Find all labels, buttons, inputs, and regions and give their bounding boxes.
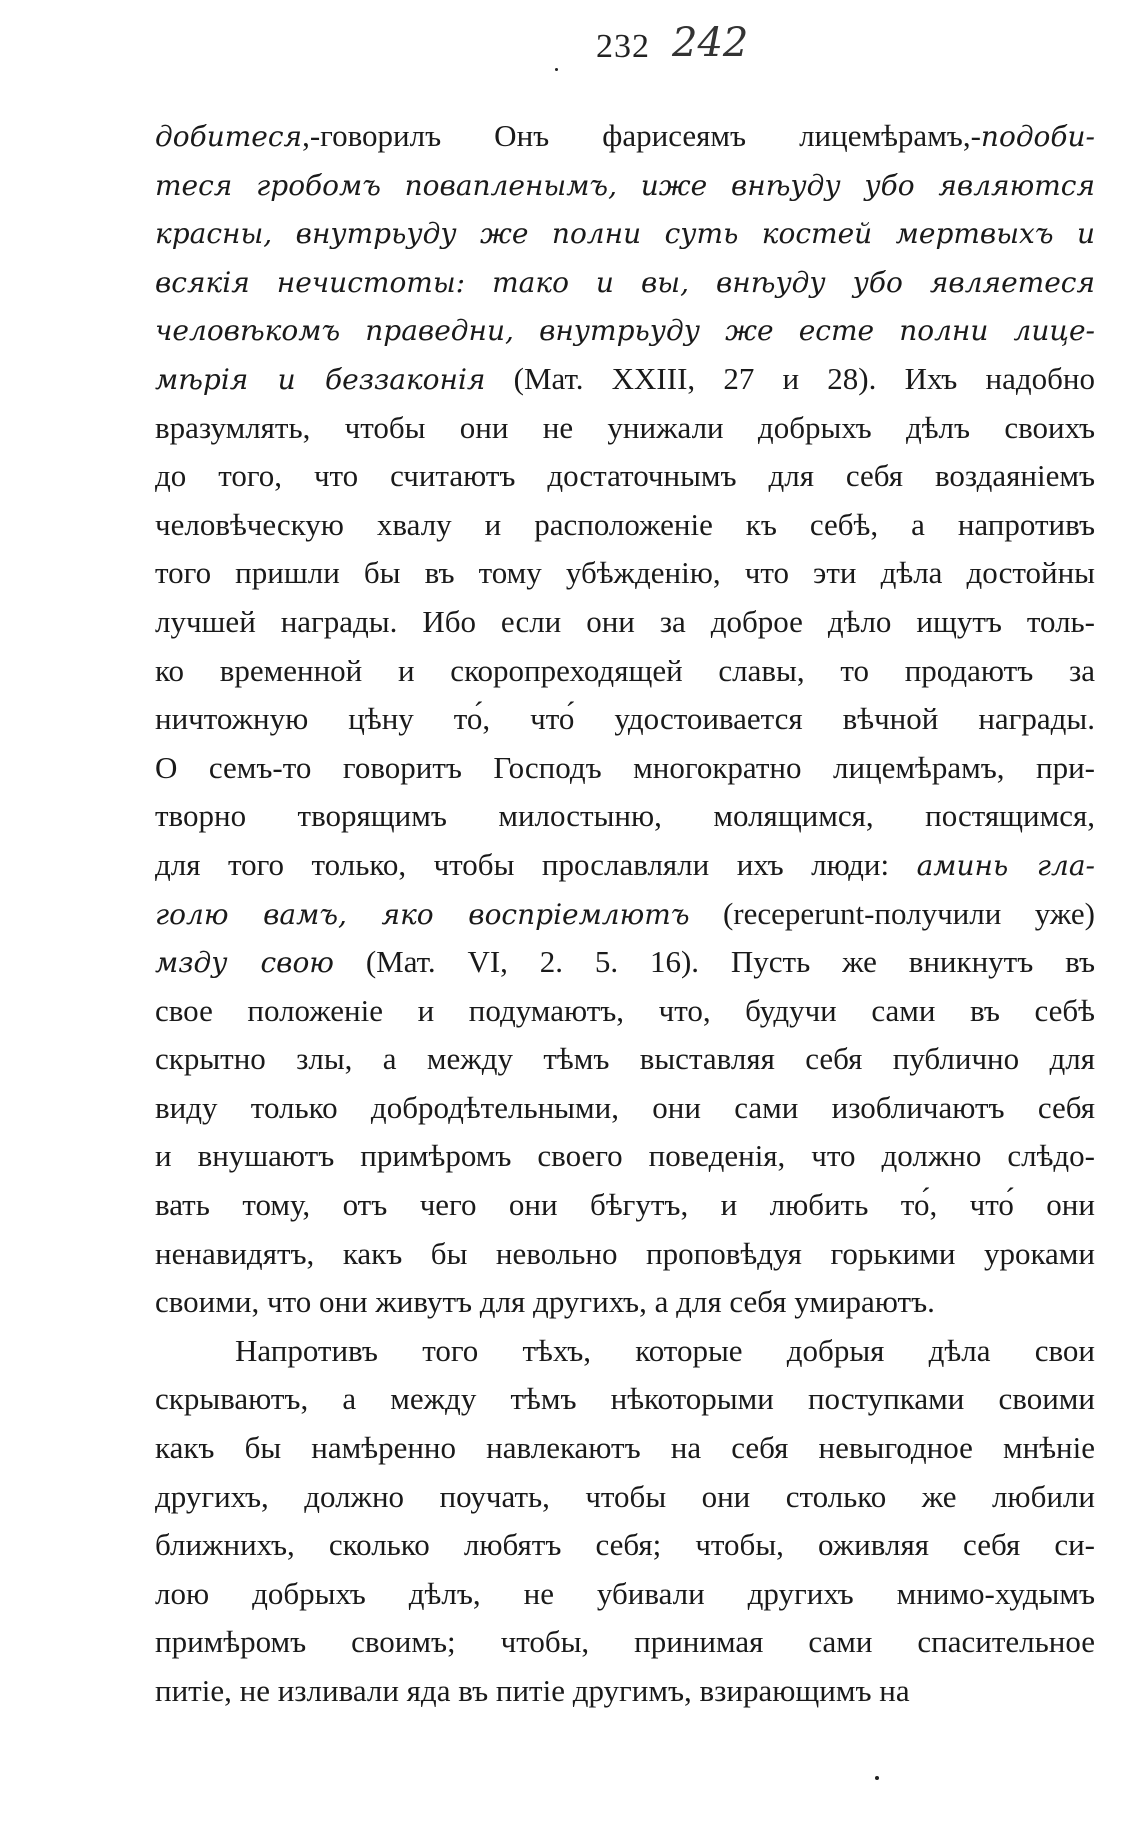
text-line xyxy=(155,598,1095,647)
text-line xyxy=(155,1473,1095,1522)
text-segment: ненавидятъ, какъ бы невольно проповѣдуя горькими уроками xyxy=(155,1235,1095,1271)
text-line xyxy=(155,404,1095,453)
text-line xyxy=(155,112,1095,161)
italic-quote-segment: аминь гла- xyxy=(916,848,1095,882)
page-number: 232 xyxy=(596,28,650,65)
text-line xyxy=(155,1230,1095,1279)
italic-quote-segment: человѣкомъ праведни, внутрьуду же есте полни лице- xyxy=(155,314,1095,348)
text-segment: примѣромъ своимъ; чтобы, принимая сами спасительное xyxy=(155,1624,1095,1660)
text-line xyxy=(155,306,1095,355)
text-line xyxy=(155,987,1095,1036)
text-segment: своими, что они живутъ для другихъ, а для себя умираютъ. xyxy=(155,1284,935,1320)
text-line xyxy=(155,695,1095,744)
text-line xyxy=(155,1084,1095,1133)
text-segment: другихъ, должно поучать, чтобы они столько же любили xyxy=(155,1478,1095,1514)
text-segment: О семъ-то говоритъ Господъ многократно лицемѣрамъ, при- xyxy=(155,749,1095,785)
text-segment: скрываютъ, а между тѣмъ нѣкоторыми поступками своими xyxy=(155,1381,1095,1417)
text-line xyxy=(155,841,1095,890)
text-segment: вать тому, отъ чего они бѣгутъ, и любить то́, что́ они xyxy=(155,1187,1095,1223)
text-segment: ничтожную цѣну то́, что́ удостоивается вѣчной награды. xyxy=(155,701,1095,737)
text-segment: виду только добродѣтельными, они сами изобличаютъ себя xyxy=(155,1089,1095,1125)
text-line xyxy=(155,501,1095,550)
italic-quote-segment: добитеся xyxy=(155,120,303,153)
text-segment: (receperunt-получили уже) xyxy=(689,895,1095,931)
text-segment: (Мат. XXIII, 27 и 28). Ихъ надобно xyxy=(485,360,1095,396)
text-segment: до того, что считаютъ достаточнымъ для себя воздаяніемъ xyxy=(155,458,1095,494)
italic-quote-segment: мзду свою xyxy=(155,946,334,980)
text-segment: того пришли бы въ тому убѣжденію, что эти дѣла достойны xyxy=(155,555,1095,591)
text-segment: лою добрыхъ дѣлъ, не убивали другихъ мнимо-худымъ xyxy=(155,1575,1095,1611)
text-line xyxy=(155,1132,1095,1181)
text-line xyxy=(155,452,1095,501)
text-segment: для того только, чтобы прославляли ихъ люди: xyxy=(155,846,917,882)
text-line xyxy=(155,549,1095,598)
text-segment: лучшей награды. Ибо если они за доброе дѣло ищутъ толь- xyxy=(155,603,1095,639)
text-line xyxy=(155,938,1095,987)
text-segment: ближнихъ, сколько любятъ себя; чтобы, оживляя себя си- xyxy=(155,1527,1095,1563)
text-line xyxy=(155,1035,1095,1084)
italic-quote-segment: подоби- xyxy=(980,120,1095,153)
text-segment: и внушаютъ примѣромъ своего поведенія, что должно слѣдо- xyxy=(155,1138,1095,1174)
text-line xyxy=(155,1618,1095,1667)
italic-quote-segment: всякія нечистоты: тако и вы, внѣуду убо являетеся xyxy=(155,265,1095,299)
text-segment: скрытно злы, а между тѣмъ выставляя себя публично для xyxy=(155,1041,1095,1077)
text-segment: Напротивъ того тѣхъ, которые добрыя дѣла свои xyxy=(235,1332,1095,1368)
italic-quote-segment: красны, внутрьуду же полни суть костей мертвыхъ и xyxy=(155,217,1095,251)
text-segment: свое положеніе и подумаютъ, что, будучи сами въ себѣ xyxy=(155,992,1095,1028)
text-segment: творно творящимъ милостыню, молящимся, постящимся, xyxy=(155,798,1095,834)
text-line xyxy=(155,209,1095,258)
text-line xyxy=(155,1521,1095,1570)
text-segment: питіе, не изливали яда въ питіе другимъ, взирающимъ на xyxy=(155,1673,910,1708)
body-text xyxy=(155,112,1095,1716)
text-line xyxy=(155,1424,1095,1473)
handwritten-page-number: 242 xyxy=(672,20,749,66)
ink-speck xyxy=(875,1776,879,1780)
text-segment: ,-говорилъ Онъ фарисеямъ лицемѣрамъ,- xyxy=(302,118,981,153)
text-segment: ко временной и скоропреходящей славы, то продаютъ за xyxy=(155,652,1095,688)
text-line xyxy=(155,1570,1095,1619)
text-segment: человѣческую хвалу и расположеніе къ себѣ, а напротивъ xyxy=(155,506,1095,542)
text-line xyxy=(155,355,1095,404)
text-segment: вразумлять, чтобы они не унижали добрыхъ дѣлъ своихъ xyxy=(155,409,1095,445)
text-line xyxy=(155,1375,1095,1424)
text-line xyxy=(155,647,1095,696)
italic-quote-segment: мѣрія и беззаконія xyxy=(155,362,486,396)
text-line xyxy=(155,1327,1095,1376)
text-line xyxy=(155,1181,1095,1230)
text-line xyxy=(155,890,1095,939)
italic-quote-segment: голю вамъ, яко воспріемлютъ xyxy=(155,897,690,931)
italic-quote-segment: теся гробомъ повапленымъ, иже внѣуду убо являются xyxy=(155,168,1095,202)
text-line xyxy=(155,744,1095,793)
text-line xyxy=(155,1278,1095,1327)
text-line xyxy=(155,1667,1095,1716)
ink-speck xyxy=(555,68,558,71)
text-segment: какъ бы намѣренно навлекаютъ на себя невыгодное мнѣніе xyxy=(155,1430,1095,1466)
text-line xyxy=(155,792,1095,841)
text-line xyxy=(155,161,1095,210)
text-line xyxy=(155,258,1095,307)
text-segment: (Мат. VI, 2. 5. 16). Пусть же вникнутъ въ xyxy=(333,944,1095,980)
